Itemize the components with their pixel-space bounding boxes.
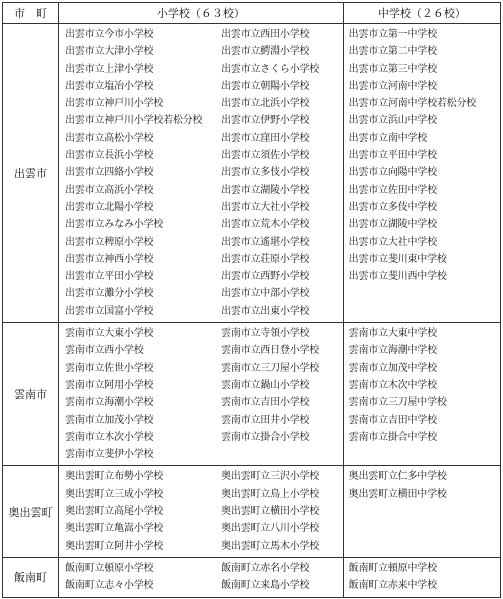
junior-high-school-item: 雲南市立加茂中学校: [348, 362, 437, 374]
junior-high-school-item: 出雲市立南中学校: [348, 132, 428, 144]
junior-high-cell: [343, 557, 500, 597]
elementary-school-item: 雲南市立寺領小学校: [221, 328, 310, 340]
elementary-school-item: 出雲市立稗原小学校: [65, 236, 154, 248]
junior-high-school-item: 出雲市立斐川東中学校: [348, 253, 447, 265]
elementary-school-item: 出雲市立朝陽小学校: [221, 80, 310, 92]
elementary-list: [59, 466, 343, 556]
elementary-school-item: 雲南市立鍋山小学校: [221, 379, 310, 391]
junior-high-school-item: 出雲市立多伎中学校: [348, 201, 437, 213]
junior-high-school-item: 出雲市立湖陵中学校: [348, 219, 437, 231]
junior-high-school-item: 出雲市立浜山中学校: [348, 115, 437, 127]
elementary-school-item: 出雲市立塩冶小学校: [65, 80, 154, 92]
elementary-school-item: 奥出雲町立八川小学校: [221, 523, 320, 535]
elementary-school-item: 出雲市立出東小学校: [221, 305, 310, 317]
elementary-school-item: 出雲市立国富小学校: [65, 305, 154, 317]
elementary-school-item: 出雲市立鰐淵小学校: [221, 46, 310, 58]
elementary-school-item: 奥出雲町立高尾小学校: [65, 506, 164, 518]
table-header-row: [3, 3, 501, 24]
elementary-school-item: 雲南市立三刀屋小学校: [221, 362, 320, 374]
elementary-school-item: 出雲市立神戸川小学校若松分校: [65, 115, 203, 127]
junior-high-cell: [343, 24, 500, 323]
city-cell: 雲南市: [3, 323, 59, 466]
junior-high-school-item: 飯南町立赤来中学校: [348, 580, 437, 592]
elementary-school-item: 飯南町立頓原小学校: [65, 562, 154, 574]
elementary-school-item: 出雲市立荒木小学校: [221, 219, 310, 231]
junior-high-school-item: 奥出雲町立仁多中学校: [348, 471, 447, 483]
elementary-school-item: 雲南市立田井小学校: [221, 414, 310, 426]
elementary-school-item: 飯南町立赤名小学校: [221, 562, 310, 574]
junior-high-school-item: 雲南市立大東中学校: [348, 328, 437, 340]
junior-high-list: [344, 466, 500, 505]
elementary-school-item: 奥出雲町立横田小学校: [221, 506, 320, 518]
elementary-school-item: 出雲市立荘原小学校: [221, 253, 310, 265]
elementary-school-item: 出雲市立灘分小学校: [65, 288, 154, 300]
junior-high-school-item: 雲南市立海潮中学校: [348, 345, 437, 357]
city-cell: 出雲市: [3, 24, 59, 323]
elementary-school-item: 奥出雲町立三沢小学校: [221, 471, 320, 483]
elementary-school-item: 出雲市立伊野小学校: [221, 115, 310, 127]
elementary-school-item: 出雲市立須佐小学校: [221, 150, 310, 162]
elementary-school-item: 出雲市立さくら小学校: [221, 63, 320, 75]
junior-high-school-item: 雲南市立木次中学校: [348, 379, 437, 391]
junior-high-list: [344, 558, 500, 597]
elementary-school-item: 雲南市立阿用小学校: [65, 379, 154, 391]
elementary-school-item: 出雲市立中部小学校: [221, 288, 310, 300]
elementary-list: [59, 558, 343, 597]
junior-high-list: [344, 323, 500, 448]
elementary-school-item: 雲南市立加茂小学校: [65, 414, 154, 426]
junior-high-school-item: 出雲市立佐田中学校: [348, 184, 437, 196]
elementary-school-item: 出雲市立北浜小学校: [221, 98, 310, 110]
junior-high-school-item: 出雲市立河南中学校: [348, 80, 437, 92]
elementary-school-item: 飯南町立志々小学校: [65, 580, 154, 592]
city-cell: 飯南町: [3, 557, 59, 597]
elementary-school-item: 出雲市立湖陵小学校: [221, 184, 310, 196]
junior-high-school-item: 出雲市立斐川西中学校: [348, 271, 447, 283]
school-list-table: [2, 2, 501, 598]
elementary-school-item: 出雲市立西田小学校: [221, 29, 310, 40]
header-elementary: 小学校（６３校）: [59, 3, 344, 24]
elementary-cell: [59, 466, 344, 557]
elementary-school-item: 出雲市立多伎小学校: [221, 167, 310, 179]
elementary-school-item: 出雲市立みなみ小学校: [65, 219, 164, 231]
elementary-school-item: 奥出雲町立三成小学校: [65, 488, 164, 500]
elementary-school-item: 出雲市立西野小学校: [221, 271, 310, 283]
elementary-school-item: 雲南市立西小学校: [65, 345, 144, 357]
elementary-list: [59, 24, 343, 322]
junior-high-school-item: 出雲市立第二中学校: [348, 46, 437, 58]
elementary-cell: [59, 557, 344, 597]
junior-high-cell: [343, 466, 500, 557]
elementary-school-item: 奥出雲町立布勢小学校: [65, 471, 164, 483]
elementary-school-item: 雲南市立佐世小学校: [65, 362, 154, 374]
junior-high-school-item: 雲南市立吉田中学校: [348, 414, 437, 426]
header-city: 市 町: [3, 3, 59, 24]
elementary-school-item: 飯南町立来島小学校: [221, 580, 310, 592]
elementary-school-item: 出雲市立北陽小学校: [65, 201, 154, 213]
table-row: [3, 24, 501, 323]
elementary-school-item: 出雲市立遙堪小学校: [221, 236, 310, 248]
elementary-school-item: 奥出雲町立阿井小学校: [65, 540, 164, 552]
junior-high-school-item: 出雲市立向陽中学校: [348, 167, 437, 179]
elementary-school-item: 出雲市立大社小学校: [221, 201, 310, 213]
junior-high-list: [344, 24, 500, 287]
junior-high-school-item: 出雲市立第一中学校: [348, 29, 437, 40]
elementary-school-item: 出雲市立窪田小学校: [221, 132, 310, 144]
elementary-school-item: 雲南市立大東小学校: [65, 328, 154, 340]
elementary-school-item: 雲南市立斐伊小学校: [65, 449, 154, 461]
elementary-school-item: 出雲市立平田小学校: [65, 271, 154, 283]
junior-high-school-item: 出雲市立大社中学校: [348, 236, 437, 248]
junior-high-cell: [343, 323, 500, 466]
junior-high-school-item: 雲南市立三刀屋中学校: [348, 397, 447, 409]
elementary-school-item: 雲南市立吉田小学校: [221, 397, 310, 409]
city-cell: 奥出雲町: [3, 466, 59, 557]
elementary-school-item: 出雲市立上津小学校: [65, 63, 154, 75]
elementary-school-item: 出雲市立四絡小学校: [65, 167, 154, 179]
elementary-school-item: 出雲市立高浜小学校: [65, 184, 154, 196]
junior-high-school-item: 雲南市立掛合中学校: [348, 431, 437, 443]
elementary-school-item: 雲南市立掛合小学校: [221, 431, 310, 443]
junior-high-school-item: 出雲市立第三中学校: [348, 63, 437, 75]
elementary-school-item: 出雲市立今市小学校: [65, 29, 154, 40]
junior-high-school-item: 飯南町立頓原中学校: [348, 562, 437, 574]
elementary-school-item: 雲南市立海潮小学校: [65, 397, 154, 409]
elementary-school-item: 奥出雲町立馬木小学校: [221, 540, 320, 552]
table-row: [3, 466, 501, 557]
elementary-school-item: 雲南市立西日登小学校: [221, 345, 320, 357]
elementary-school-item: 雲南市立木次小学校: [65, 431, 154, 443]
elementary-school-item: 奥出雲町立鳥上小学校: [221, 488, 320, 500]
elementary-school-item: 出雲市立大津小学校: [65, 46, 154, 58]
junior-high-school-item: 出雲市立平田中学校: [348, 150, 437, 162]
table-row: [3, 557, 501, 597]
elementary-school-item: 出雲市立高松小学校: [65, 132, 154, 144]
elementary-school-item: 出雲市立長浜小学校: [65, 150, 154, 162]
elementary-school-item: 出雲市立神西小学校: [65, 253, 154, 265]
junior-high-school-item: 奥出雲町立横田中学校: [348, 488, 447, 500]
table-row: [3, 323, 501, 466]
elementary-school-item: 奥出雲町立亀嵩小学校: [65, 523, 164, 535]
junior-high-school-item: 出雲市立河南中学校若松分校: [348, 98, 477, 110]
elementary-cell: [59, 323, 344, 466]
elementary-list: [59, 323, 343, 465]
header-junior-high: 中学校（２６校）: [343, 3, 500, 24]
elementary-school-item: 出雲市立神戸川小学校: [65, 98, 164, 110]
elementary-cell: [59, 24, 344, 323]
